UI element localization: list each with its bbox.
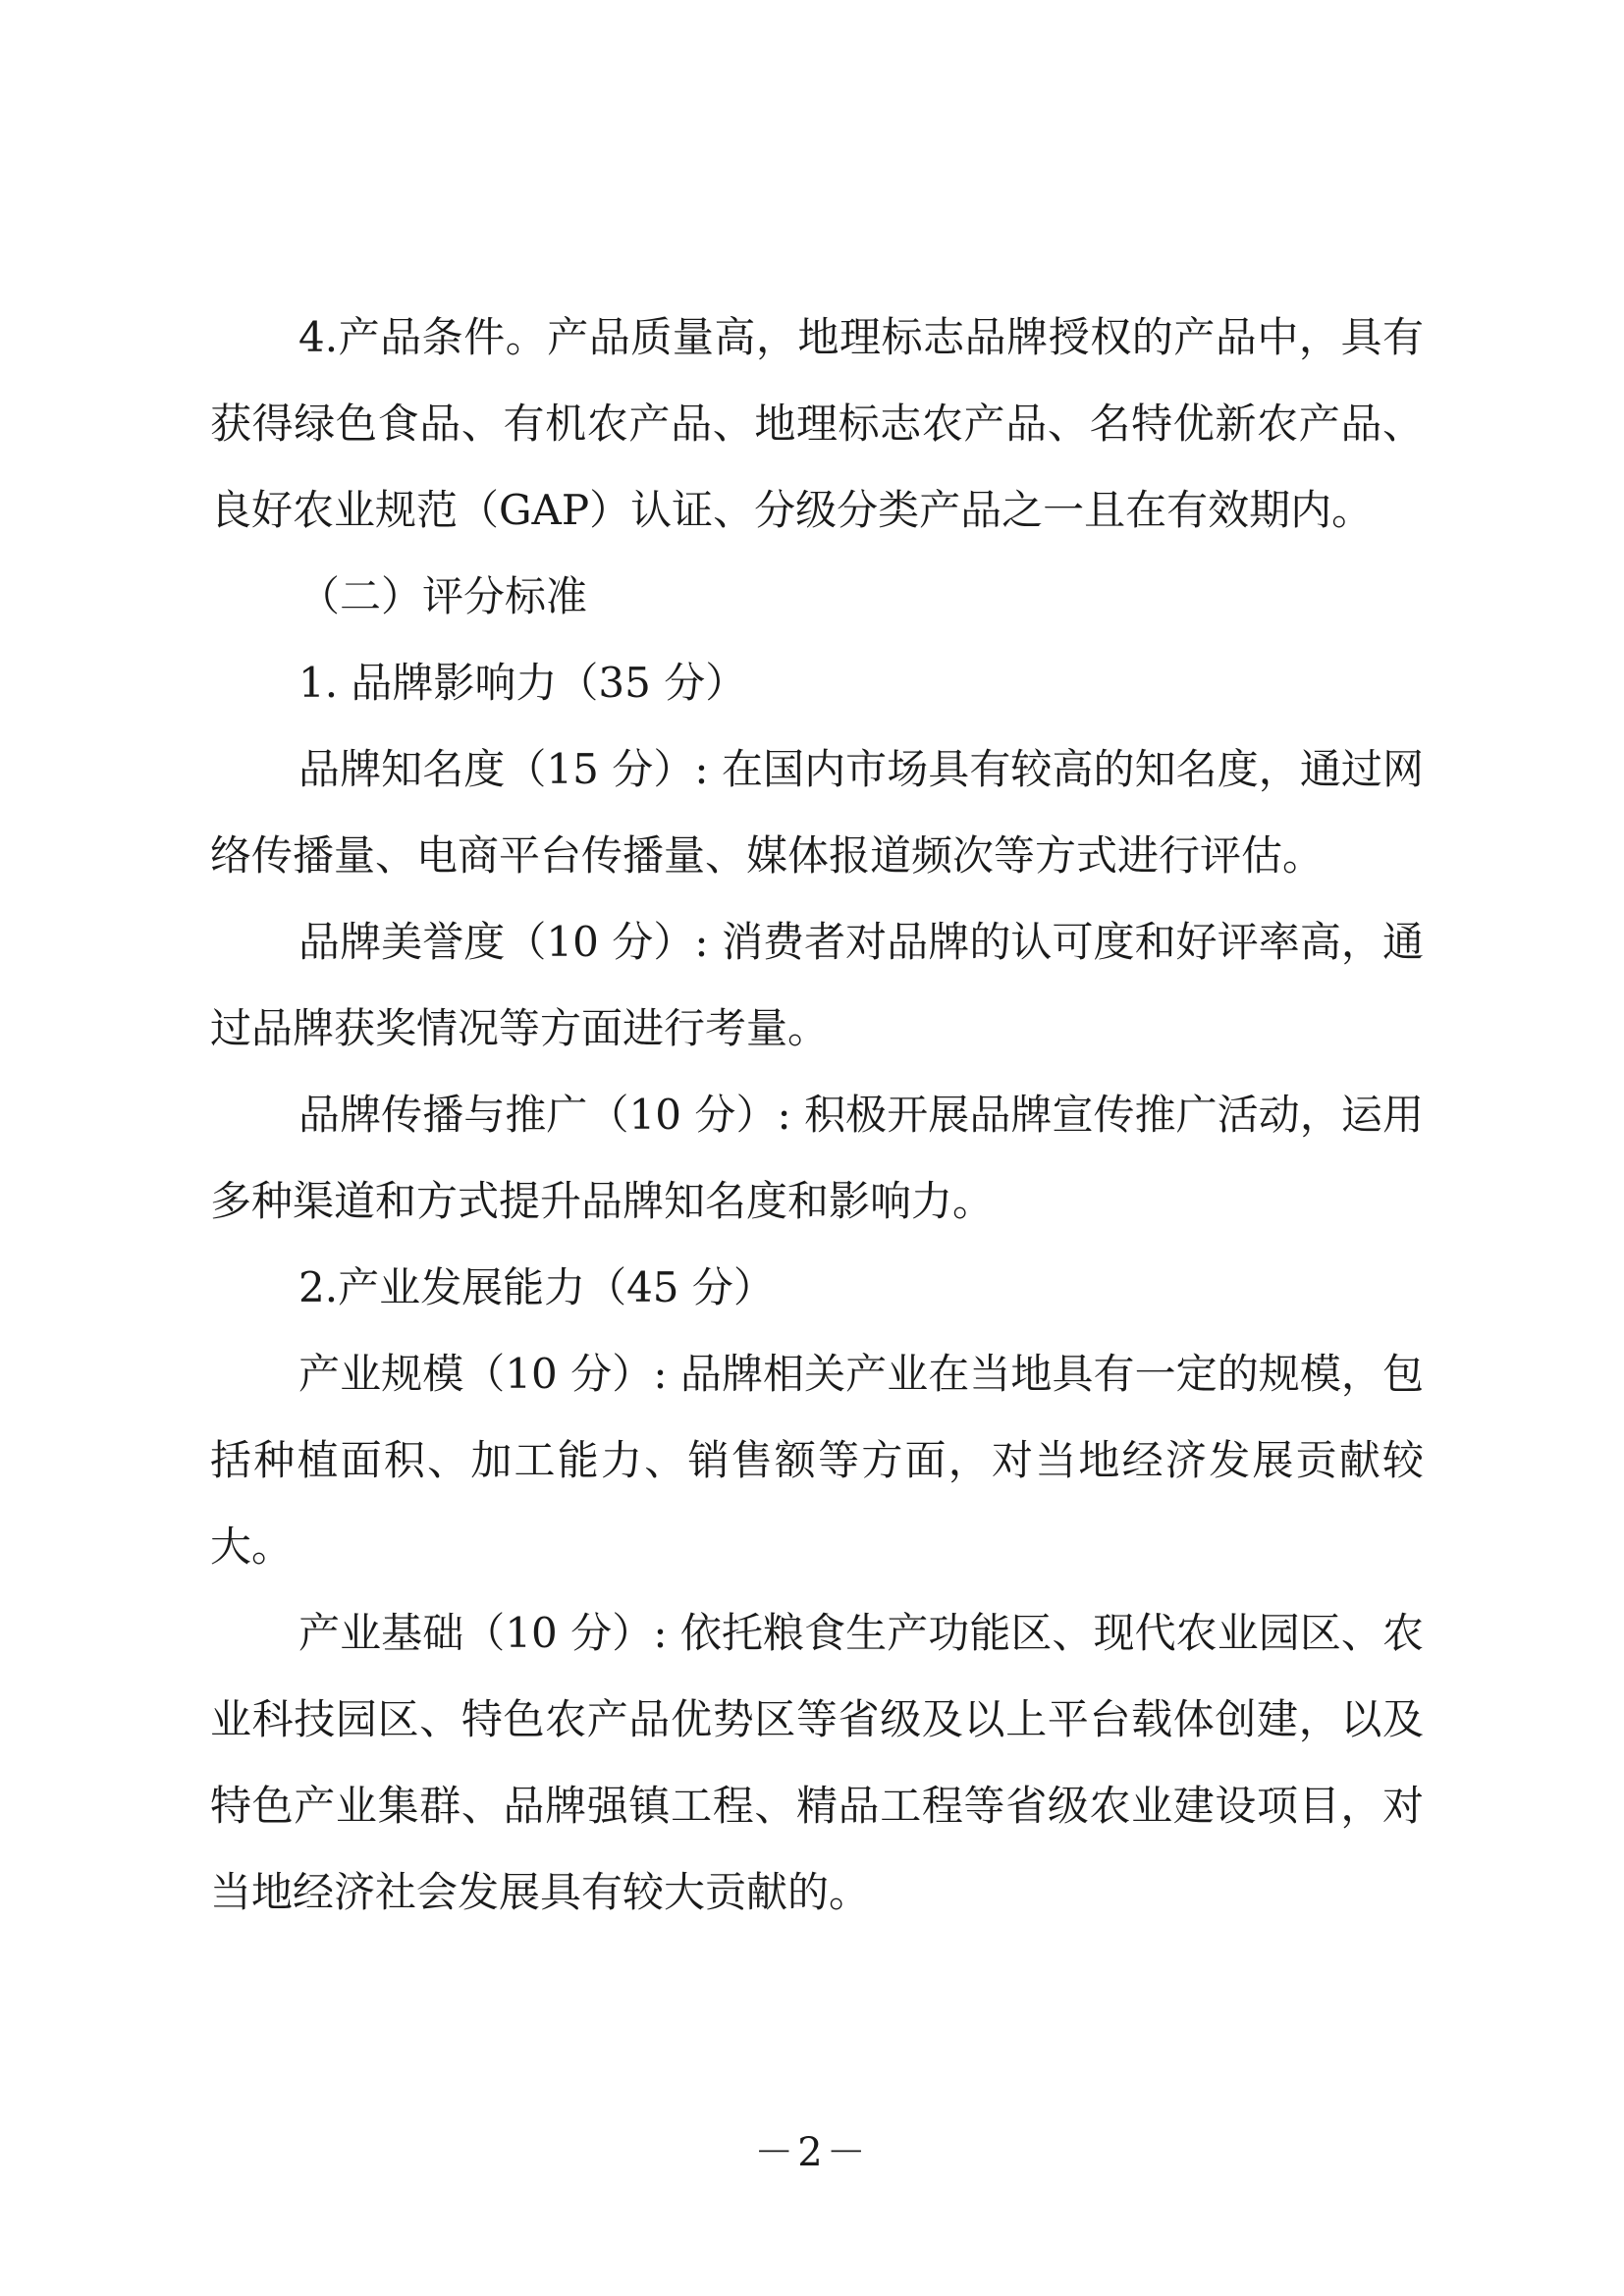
paragraph-industry-scale: 产业规模（10 分）: 品牌相关产业在当地具有一定的规模，包括种植面积、加工能力、销售额等方面，对当地经济发展贡献较大。 (210, 1350, 1424, 1571)
document-body (210, 294, 1424, 1936)
subheading-brand-influence: 1. 品牌影响力（35 分） (298, 659, 747, 707)
paragraph-industry-foundation: 产业基础（10 分）: 依托粮食生产功能区、现代农业园区、农业科技园区、特色农产品优势区等省级及以上平台载体创建，以及特色产业集群、品牌强镇工程、精品工程等省级农业建设项目，对当地经济社会发展具有较大贡献的。 (210, 1609, 1424, 1916)
paragraph-product-conditions: 4.产品条件。产品质量高，地理标志品牌授权的产品中，具有获得绿色食品、有机农产品、地理标志农产品、名特优新农产品、良好农业规范（GAP）认证、分级分类产品之一且在有效期内。 (210, 313, 1424, 534)
paragraph-brand-awareness: 品牌知名度（15 分）: 在国内市场具有较高的知名度，通过网络传播量、电商平台传播量、媒体报道频次等方式进行评估。 (210, 745, 1424, 880)
subheading-industry-development: 2.产业发展能力（45 分） (298, 1263, 775, 1311)
section-heading-scoring-criteria: （二）评分标准 (298, 572, 588, 620)
paragraph-brand-promotion: 品牌传播与推广（10 分）: 积极开展品牌宣传推广活动，运用多种渠道和方式提升品牌知名度和影响力。 (210, 1091, 1424, 1225)
page-number: －2－ (754, 2130, 870, 2175)
paragraph-brand-reputation: 品牌美誉度（10 分）: 消费者对品牌的认可度和好评率高，通过品牌获奖情况等方面进行考量。 (210, 918, 1424, 1052)
